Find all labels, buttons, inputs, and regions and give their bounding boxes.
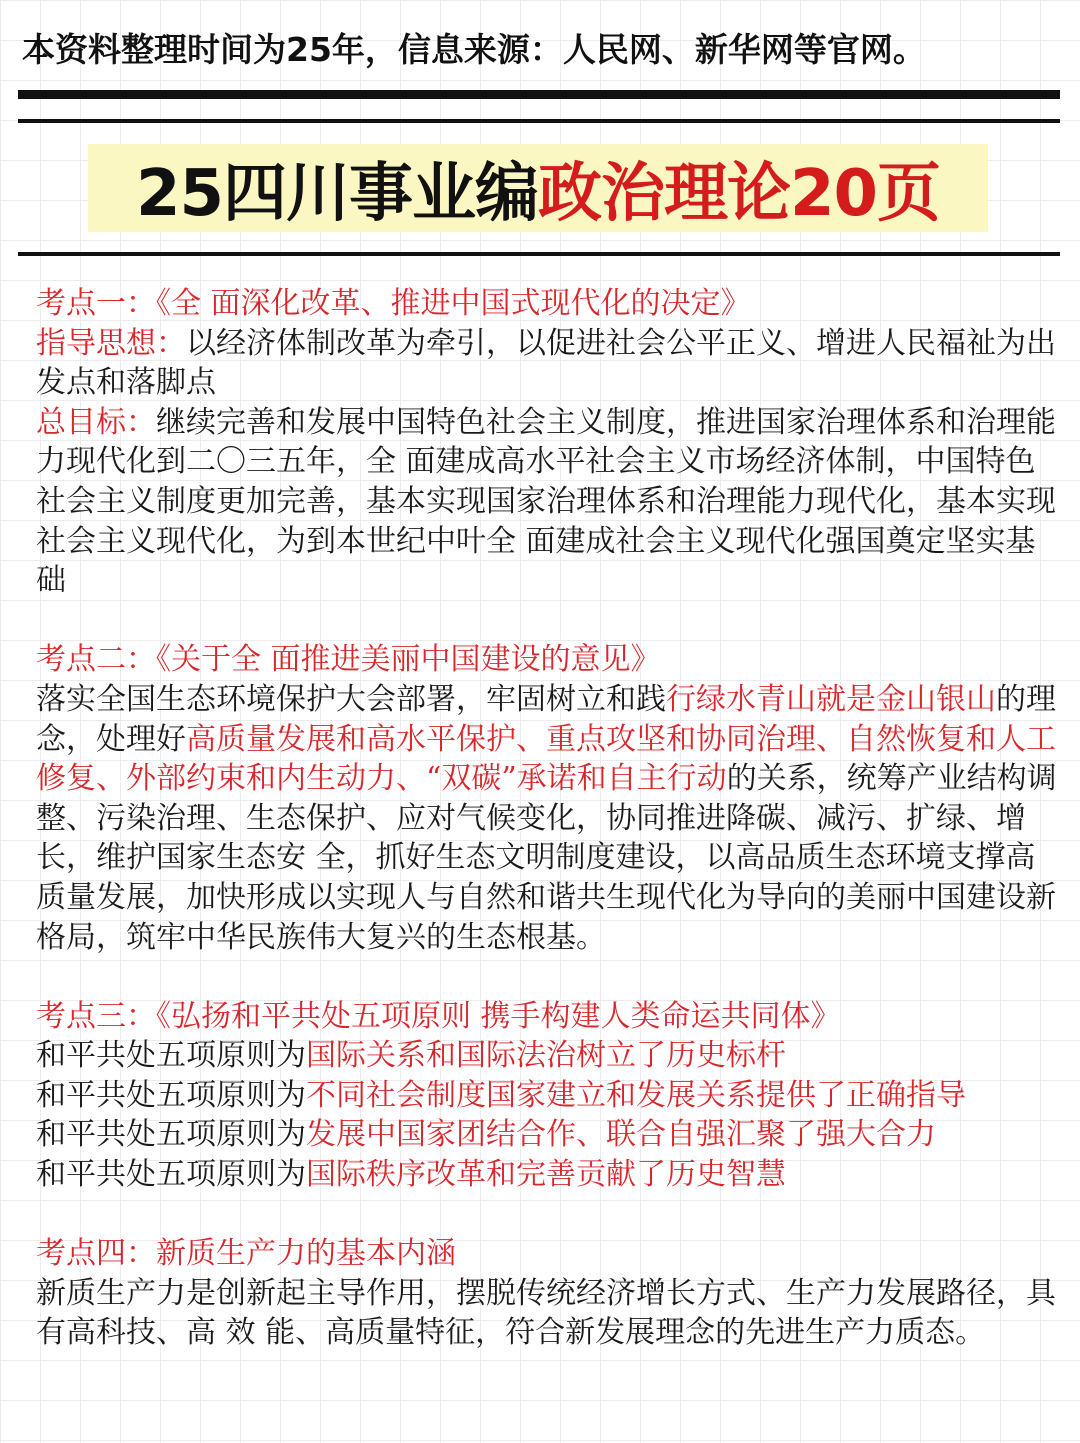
section-2-text-1: 落实全国生态环境保护大会部署，牢固树立和践: [36, 681, 666, 717]
section-2-heading: 考点二：《关于全 面推进美丽中国建设的意见》: [36, 642, 661, 678]
section-4-body: 新质生产力是创新起主导作用，摆脱传统经济增长方式、生产力发展路径，具有高科技、高 效 能、高质量特征，符合新发展理念的先进生产力质态。: [36, 1275, 1056, 1351]
principle-prefix: 和平共处五项原则为: [36, 1117, 306, 1153]
spacer: [36, 957, 1060, 997]
section-2-body: [36, 680, 1060, 957]
section-3-heading: 考点三：《弘扬和平共处五项原则 携手构建人类命运共同体》: [36, 998, 841, 1034]
section-4-heading: 考点四：新质生产力的基本内涵: [36, 1236, 456, 1272]
principle-prefix: 和平共处五项原则为: [36, 1077, 306, 1113]
guide-text: 以经济体制改革为牵引，以促进社会公平正义、增进人民福祉为出发点和落脚点: [36, 325, 1056, 401]
source-note: 本资料整理时间为25年，信息来源：人民网、新华网等官网。: [22, 30, 926, 69]
goal-text: 继续完善和发展中国特色社会主义制度，推进国家治理体系和治理能力现代化到二〇三五年，全 面建成高水平社会主义市场经济体制，中国特色社会主义制度更加完善，基本实现国家治理体系和治理能力现代化，基本实现社会主义现代化，为到本世纪中叶全 面建成社会主义现代化强国奠定坚实基础: [36, 404, 1056, 599]
divider-title-bottom: [18, 252, 1060, 256]
principle-prefix: 和平共处五项原则为: [36, 1157, 306, 1193]
section-1-heading: 考点一：《全 面深化改革、推进中国式现代化的决定》: [36, 286, 751, 321]
goal-label: 总目标：: [36, 404, 156, 440]
title-part-red: 政治理论20页: [538, 157, 941, 231]
section-2-text-2: 的理念，处理好: [36, 681, 1056, 757]
section-2-text-3: 的关系，统筹产业结构调整、污染治理、生态保护、应对气候变化，协同推进降碳、减污、扩绿、增长，维护国家生态安 全，抓好生态文明制度建设，以高品质生态环境支撑高质量发展，加快形成以实现人与自然和谐共生现代化为导向的美丽中国建设新格局，筑牢中华民族伟大复兴的生态根基。: [36, 761, 1057, 955]
principle-line: [36, 1036, 1060, 1076]
principle-prefix: 和平共处五项原则为: [36, 1038, 306, 1074]
principle-line: [36, 1115, 1060, 1155]
spacer: [36, 1195, 1060, 1235]
principle-item: 国际关系和国际法治树立了历史标杆: [306, 1038, 786, 1074]
principle-item: 不同社会制度国家建立和发展关系提供了正确指导: [306, 1077, 966, 1113]
principle-item: 国际秩序改革和完善贡献了历史智慧: [306, 1157, 786, 1193]
section-2-highlight-2: 高质量发展和高水平保护、重点攻坚和协同治理、自然恢复和人工修复、外部约束和内生动力、“双碳”承诺和自主行动: [36, 721, 1056, 797]
principle-line: [36, 1155, 1060, 1195]
content-body: [36, 284, 1060, 1353]
divider-thin: [18, 119, 1060, 123]
section-1-goal: [36, 403, 1060, 601]
section-1-guide: [36, 324, 1060, 403]
page-title: [88, 144, 988, 232]
divider-thick: [18, 90, 1060, 99]
title-part-black: 25四川事业编: [135, 157, 538, 231]
guide-label: 指导思想：: [36, 325, 186, 361]
principle-item: 发展中国家团结合作、联合自强汇聚了强大合力: [306, 1117, 936, 1153]
spacer: [36, 601, 1060, 641]
section-2-highlight-1: 行绿水青山就是金山银山: [666, 681, 996, 717]
principle-line: [36, 1076, 1060, 1116]
